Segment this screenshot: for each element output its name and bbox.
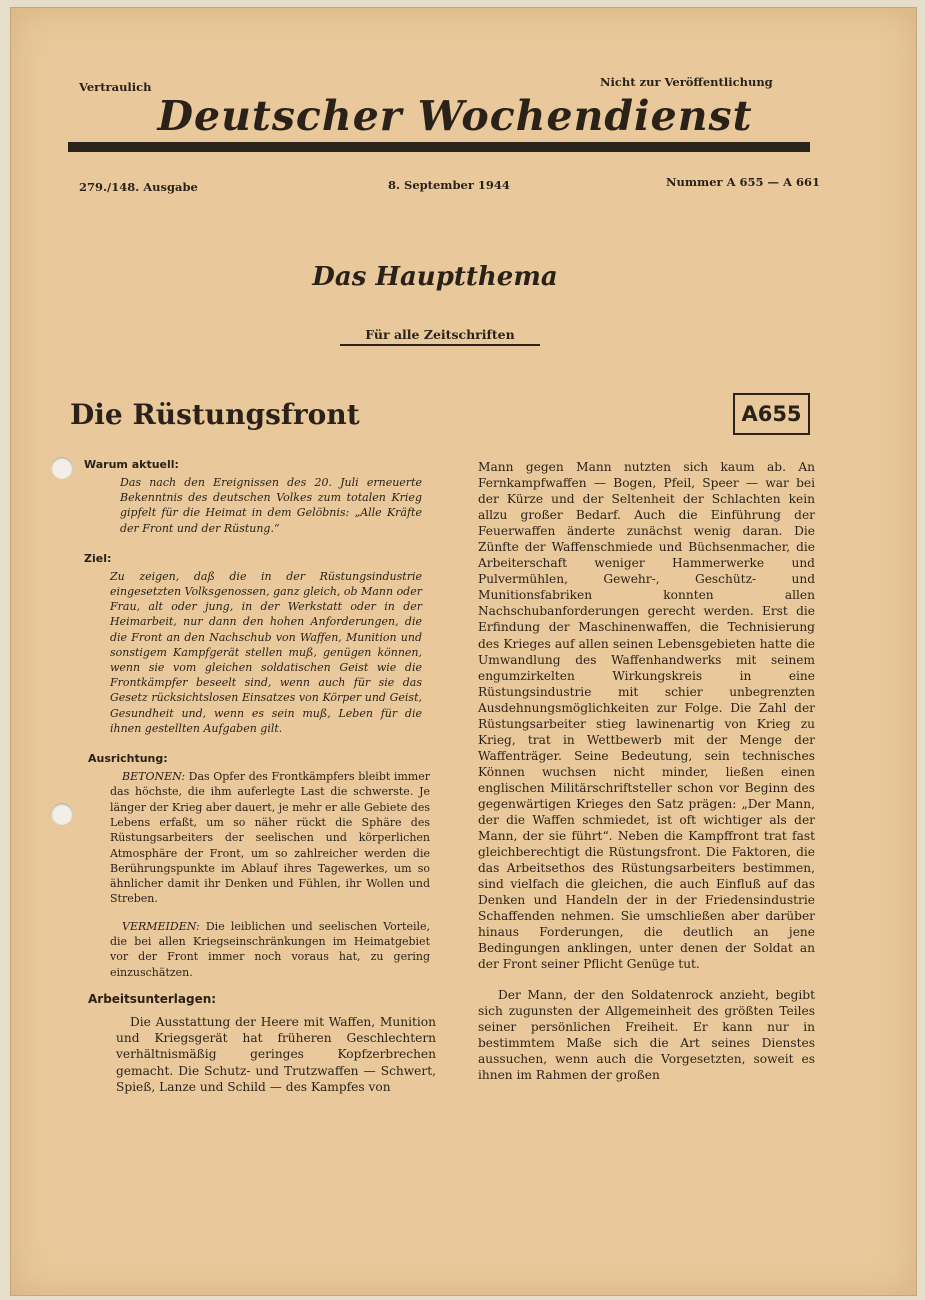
right-paragraph-2: Der Mann, der den Soldatenrock anzieht, begibt sich zugunsten der Allgemeinheit des größten Teiles seiner persönlichen Freiheit. Er kann nur in bestimmtem Maße sich die Art seines Dienstes aussuchen, wenn auch die Vorgesetzten, soweit es ihnen im Rahmen der großen [478,987,815,1082]
vermeiden-label: VERMEIDEN: [122,919,200,933]
betonen-label: BETONEN: [122,770,186,784]
not-for-publication-note: Nicht zur Veröffentlichung [600,75,773,89]
vermeiden-paragraph [110,919,430,980]
issue-number: 279./148. Ausgabe [79,180,198,194]
article-number-range: Nummer A 655 — A 661 [666,175,820,189]
arbeitsunterlagen-label: Arbeitsunterlagen: [88,991,217,1006]
arbeitsunterlagen-text: Die Ausstattung der Heere mit Waffen, Munition und Kriegsgerät hat früheren Geschlechtern verhältnismäßig geringes Kopfzerbrechen gemacht. Die Schutz- und Trutzwaffen — Schwert, Spieß, Lanze und Schild — des Kampfes von [116,1014,436,1094]
main-topic-subtitle: Für alle Zeitschriften [340,327,540,346]
right-paragraph-1: Mann gegen Mann nutzten sich kaum ab. An Fernkampfwaffen — Bogen, Pfeil, Speer — war bei der Kürze und der Seltenheit der Schlachten kein allzu großer Bedarf. Auch die Einführung der Feuerwaffen änderte zunächst wenig daran. Die Zünfte der Waffenschmiede und Büchsenmacher, die Arbeiterschaft weniger Hammerwerke und Pulvermühlen, Gewehr-, Geschütz- und Munitionsfabriken konnten allen Nachschubanforderungen gerecht werden. Erst die Erfindung der Maschinenwaffen, die Technisierung des Krieges auf allen seinen Lebensgebieten hatte die Umwandlung des Waffenhandwerks mit seinem engumzirkelten Wirkungskreis in eine Rüstungsindustrie mit schier unbegrenzten Ausdehnungsmöglichkeiten zur Folge. Die Zahl der Rüstungsarbeiter stieg lawinenartig von Krieg zu Krieg, trat in Wettbewerb mit der Menge der Waffenträger. Seine Bedeutung, sein technisches Können wuchsen nicht minder, ließen einen englischen Militärschriftsteller schon vor Beginn des gegenwärtigen Krieges den Satz prägen: „Der Mann, der die Waffen schmiedet, ist oft wichtiger als der Mann, der sie führt“. Neben die Kampffront trat fast gleichberechtigt die Rüstungsfront. Die Faktoren, die das Arbeitsethos des Rüstungsarbeiters bestimmen, sind vielfach die gleichen, die auch Einfluß auf das Denken und Handeln der in der Friedensindustrie Schaffenden nehmen. Sie umschließen aber darüber hinaus Forderungen, die deutlich an jene Bedingungen anklingen, unter denen der Soldat an der Front seiner Pflicht Genüge tut. [478,460,815,972]
left-column [76,458,436,1109]
vermeiden-text: Die leiblichen und seelischen Vorteile, die bei allen Kriegseinschränkungen im Heimatgebiet vor der Front immer noch voraus hat, zu gering einzuschätzen. [110,919,431,979]
right-column [478,452,815,1097]
ziel-text: Zu zeigen, daß die in der Rüstungsindustrie eingesetzten Volksgenossen, ganz gleich, ob Mann oder Frau, alt oder jung, in der Werkstatt oder in der Heimarbeit, nur dann den hohen Anforderungen, die die Front an den Nachschub von Waffen, Munition und sonstigem Kampfgerät stellen muß, genügen können, wenn sie vom gleichen soldatischen Geist wie die Frontkämpfer beseelt sind, wenn auch für sie das Gesetz rücksichtslosen Einsatzes von Körper und Geist, Gesundheit und, wenn es sein muß, Leben für die ihnen gestellten Aufgaben gilt. [110,569,422,735]
betonen-paragraph [110,769,430,907]
betonen-text: Das Opfer des Frontkämpfers bleibt immer das höchste, die ihm auferlegte Last die schwerste. Je länger der Krieg aber dauert, je mehr er alle Gebiete des Lebens erfaßt, um so näher rückt die Sphäre des Rüstungsarbeiters der seelischen und körperlichen Atmosphäre der Front, um so zahlreicher werden die Berührungspunkte im Ablauf ihres Tagewerkes, um so ähnlicher damit ihr Denken und Fühlen, ihr Wollen und Streben. [110,770,431,906]
punch-hole [51,803,73,825]
masthead-title: Deutscher Wochendienst [157,92,753,140]
warum-label: Warum aktuell: [84,458,179,471]
warum-text: Das nach den Ereignissen des 20. Juli erneuerte Bekenntnis des deutschen Volkes zum totalen Krieg gipfelt für die Heimat in dem Gelöbnis: „Alle Kräfte der Front und der Rüstung.“ [120,476,422,535]
article-code-box: A655 [733,393,810,435]
ziel-label: Ziel: [84,551,112,565]
issue-date: 8. September 1944 [388,178,510,192]
article-title: Die Rüstungsfront [70,398,360,431]
confidential-note: Vertraulich [79,80,152,94]
main-topic-title: Das Hauptthema [312,262,558,292]
ausrichtung-label: Ausrichtung: [88,752,168,766]
punch-hole [51,457,73,479]
masthead-rule [68,142,810,152]
